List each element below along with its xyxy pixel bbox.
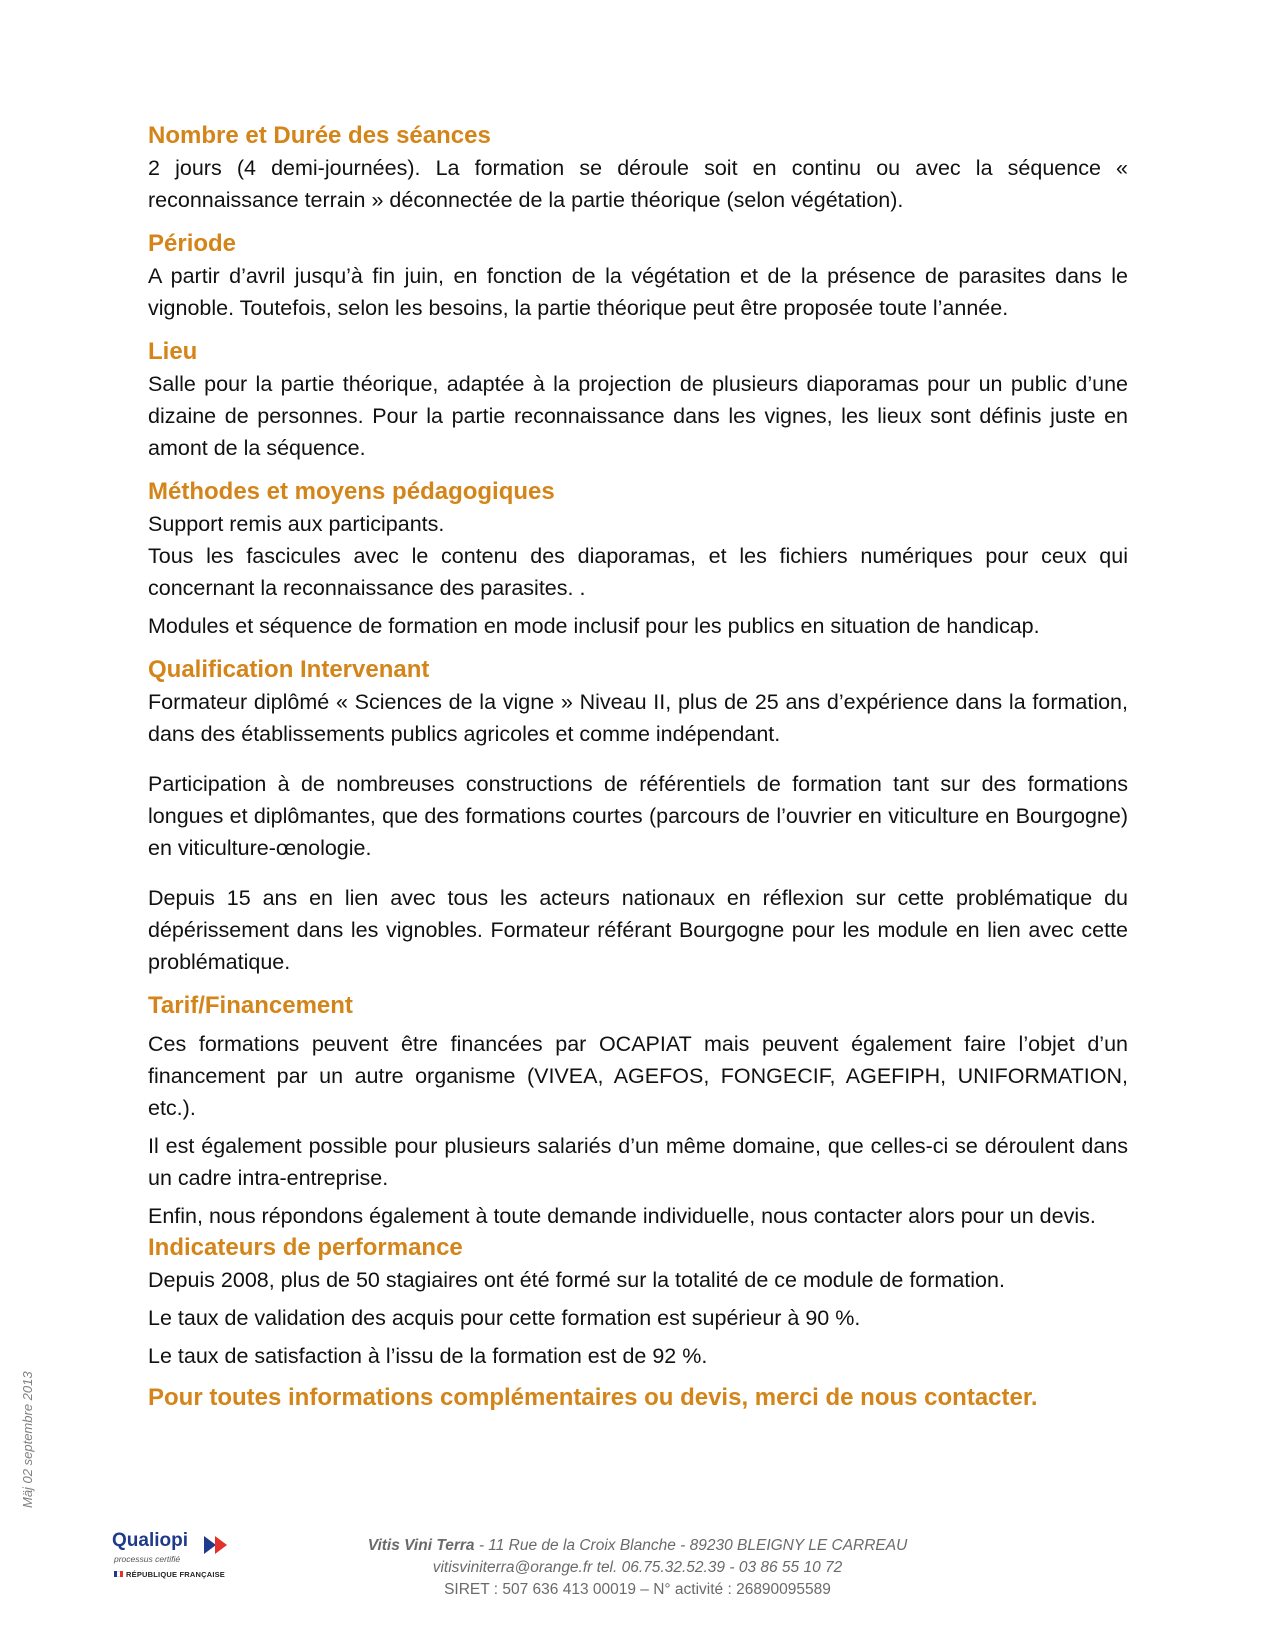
- footer-address: - 11 Rue de la Croix Blanche - 89230 BLEIGNY LE CARREAU: [474, 1537, 908, 1554]
- footer-contact: vitisviniterra@orange.fr tel. 06.75.32.52.39 - 03 86 55 10 72: [432, 1559, 843, 1576]
- qualiopi-arrows-icon: [204, 1534, 236, 1556]
- section-paragraph: Participation à de nombreuses constructions de référentiels de formation tant sur des formations longues et diplômantes, que des formations courtes (parcours de l’ouvrier en viticulture en Bourgogne) en viticulture-œnologie.: [148, 772, 1128, 860]
- section-paragraph: Ces formations peuvent être financées par OCAPIAT mais peuvent également faire l’objet d’un financement par un autre organisme (VIVEA, AGEFOS, FONGECIF, AGEFIPH, UNIFORMATION, etc.).: [148, 1032, 1128, 1120]
- section-paragraph: Enfin, nous répondons également à toute demande individuelle, nous contacter alors pour un devis.: [148, 1204, 1096, 1228]
- section-paragraph: Le taux de satisfaction à l’issu de la formation est de 92 %.: [148, 1344, 708, 1368]
- section-paragraph: Modules et séquence de formation en mode inclusif pour les publics en situation de handicap.: [148, 614, 1040, 638]
- document-body: [148, 120, 1128, 1414]
- qualiopi-wordmark: Qualiopi: [112, 1530, 188, 1551]
- section-paragraph: Tous les fascicules avec le contenu des diaporamas, et les fichiers numériques pour ceux qui concernant la reconnaissance des parasites. .: [148, 544, 1128, 600]
- section-heading-tarif: Tarif/Financement: [148, 992, 353, 1019]
- section-heading-periode: Période: [148, 230, 237, 257]
- footer-siret: SIRET : 507 636 413 00019 – N° activité : 26890095589: [444, 1581, 831, 1598]
- section-paragraph: Formateur diplômé « Sciences de la vigne » Niveau II, plus de 25 ans d’expérience dans la formation, dans des établissements publics agricoles et comme indépendant.: [148, 690, 1128, 746]
- closing-call-to-action: Pour toutes informations complémentaires ou devis, merci de nous contacter.: [148, 1384, 1038, 1411]
- republique-francaise-text: RÉPUBLIQUE FRANÇAISE: [126, 1570, 226, 1579]
- revision-date-note: Mäj 02 septembre 2013: [20, 1371, 35, 1508]
- section-heading-indicateurs: Indicateurs de performance: [148, 1234, 463, 1261]
- section-paragraph: Depuis 15 ans en lien avec tous les acteurs nationaux en réflexion sur cette problématique du dépérissement dans les vignobles. Formateur référant Bourgogne pour les module en lien avec cette problématique.: [148, 886, 1128, 974]
- section-paragraph: Le taux de validation des acquis pour cette formation est supérieur à 90 %.: [148, 1306, 861, 1330]
- section-paragraph: A partir d’avril jusqu’à fin juin, en fonction de la végétation et de la présence de parasites dans le vignoble. Toutefois, selon les besoins, la partie théorique peut être proposée toute l’année.: [148, 264, 1128, 320]
- footer-address-line: [300, 1535, 975, 1557]
- section-heading-lieu: Lieu: [148, 338, 198, 365]
- section-paragraph: Salle pour la partie théorique, adaptée à la projection de plusieurs diaporamas pour un public d’une dizaine de personnes. Pour la partie reconnaissance dans les vignes, les lieux sont définis juste en amont de la séquence.: [148, 372, 1128, 460]
- section-paragraph: 2 jours (4 demi-journées). La formation se déroule soit en continu ou avec la séquence « reconnaissance terrain » déconnectée de la partie théorique (selon végétation).: [148, 156, 1128, 212]
- section-heading-methodes: Méthodes et moyens pédagogiques: [148, 478, 555, 505]
- qualiopi-logo: [110, 1530, 240, 1590]
- footer-org-name: Vitis Vini Terra: [367, 1537, 475, 1554]
- republique-francaise-label: [114, 1570, 225, 1579]
- section-paragraph: Depuis 2008, plus de 50 stagiaires ont été formé sur la totalité de ce module de formation.: [148, 1268, 1005, 1292]
- section-paragraph: Il est également possible pour plusieurs salariés d’un même domaine, que celles-ci se déroulent dans un cadre intra-entreprise.: [148, 1134, 1128, 1190]
- page-footer: [300, 1535, 975, 1601]
- qualiopi-subtitle: processus certifié: [114, 1554, 181, 1564]
- section-heading-qualification: Qualification Intervenant: [148, 656, 430, 683]
- section-heading-nombre-duree: Nombre et Durée des séances: [148, 122, 491, 149]
- section-paragraph: Support remis aux participants.: [148, 512, 445, 536]
